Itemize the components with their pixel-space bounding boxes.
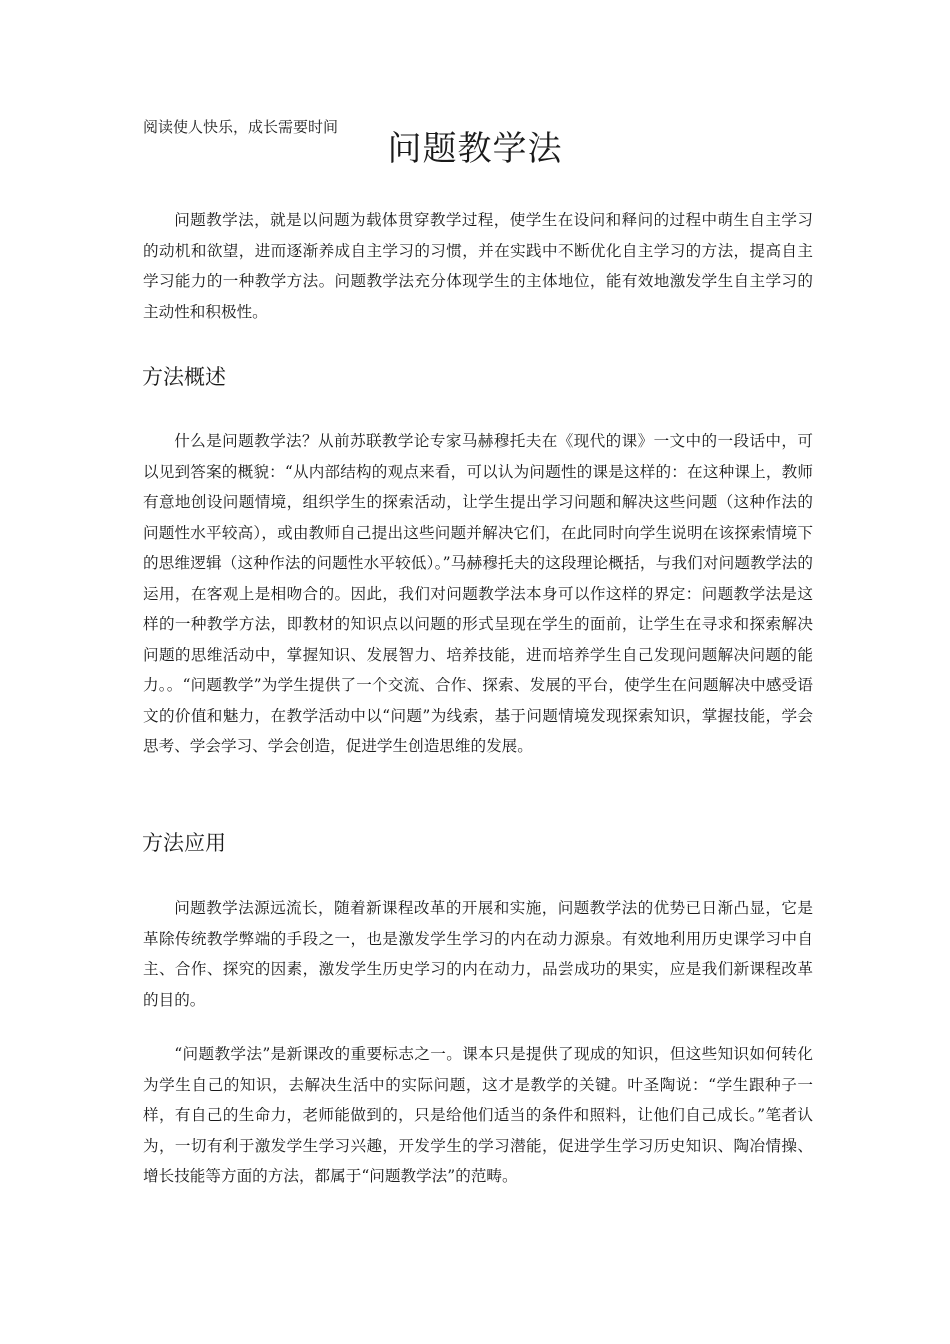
application-paragraph-2: “问题教学法”是新课改的重要标志之一。课本只是提供了现成的知识，但这些知识如何转化为学生自己的知识，去解决生活中的实际问题，这才是教学的关键。叶圣陶说：“学生跟种子一样，有自己的生命力，老师能做到的，只是给他们适当的条件和照料，让他们自己成长。”笔者认为，一切有利于激发学生学习兴趣，开发学生的学习潜能，促进学生学习历史知识、陶冶情操、增长技能等方面的方法，都属于“问题教学法”的范畴。 xyxy=(143,1045,813,1185)
header-note: 阅读使人快乐，成长需要时间 xyxy=(143,118,339,136)
page-title: 问题教学法 xyxy=(387,129,563,169)
overview-paragraph: 什么是问题教学法？从前苏联教学论专家马赫穆托夫在《现代的课》一文中的一段话中，可以见到答案的概貌：“从内部结构的观点来看，可以认为问题性的课是这样的：在这种课上，教师有意地创设问题情境，组织学生的探索活动，让学生提出学习问题和解决这些问题（这种作法的问题性水平较高），或由教师自己提出这些问题并解决它们，在此同时向学生说明在该探索情境下的思维逻辑（这种作法的问题性水平较低）。”马赫穆托夫的这段理论概括，与我们对问题教学法的运用，在客观上是相吻合的。因此，我们对问题教学法本身可以作这样的界定：问题教学法是这样的一种教学方法，即教材的知识点以问题的形式呈现在学生的面前，让学生在寻求和探索解决问题的思维活动中，掌握知识、发展智力、培养技能，进而培养学生自己发现问题解决问题的能力。。“问题教学”为学生提供了一个交流、合作、探索、发展的平台，使学生在问题解决中感受语文的价值和魅力，在教学活动中以“问题”为线索，基于问题情境发现探索知识，掌握技能，学会思考、学会学习、学会创造，促进学生创造思维的发展。 xyxy=(143,432,813,755)
intro-paragraph: 问题教学法，就是以问题为载体贯穿教学过程，使学生在设问和释问的过程中萌生自主学习的动机和欲望，进而逐渐养成自主学习的习惯，并在实践中不断优化自主学习的方法，提高自主学习能力的一种教学方法。问题教学法充分体现学生的主体地位，能有效地激发学生自主学习的主动性和积极性。 xyxy=(143,211,813,321)
section-heading-application: 方法应用 xyxy=(142,831,226,855)
section-heading-overview: 方法概述 xyxy=(142,365,226,389)
application-paragraph-1: 问题教学法源远流长，随着新课程改革的开展和实施，问题教学法的优势已日渐凸显，它是革除传统教学弊端的手段之一，也是激发学生学习的内在动力源泉。有效地利用历史课学习中自主、合作、探究的因素，激发学生历史学习的内在动力，品尝成功的果实，应是我们新课程改革的目的。 xyxy=(143,899,813,1009)
